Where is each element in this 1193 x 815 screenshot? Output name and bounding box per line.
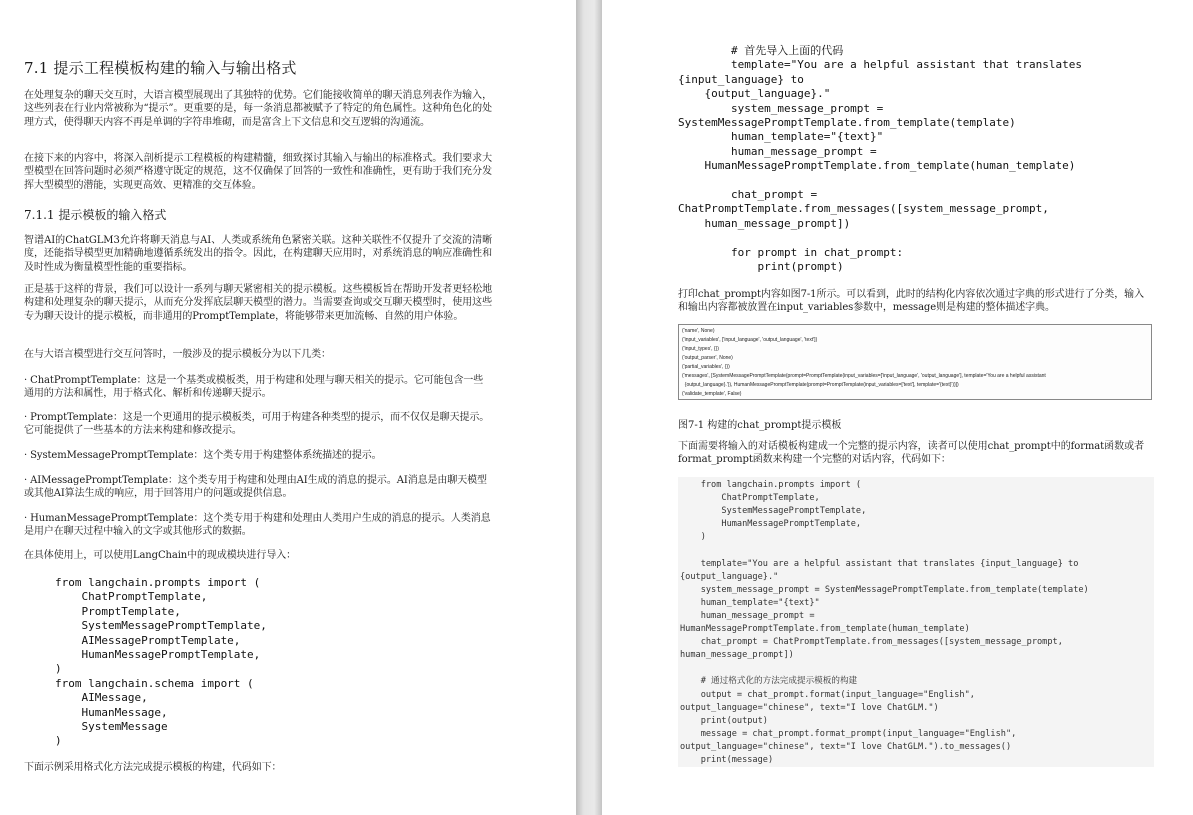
bullet-item: · PromptTemplate：这是一个更通用的提示模板类，可用于构建各种类型的提示，而不仅仅是聊天提示。它可能提供了一些基本的方法来构建和修改提示。 bbox=[24, 412, 490, 437]
paragraph: 下面需要将输入的对话模板构建成一个完整的提示内容，读者可以使用chat_prompt中的format函数或者format_prompt函数来构建一个完整的对话内容，代码如下： bbox=[678, 441, 1144, 466]
code-block: from langchain.prompts import ( ChatPromptTemplate, SystemMessagePromptTemplate, HumanMessagePromptTemplate, ) template="You are a helpful assistant that translates {input_language} to {output_language}." system_message_prompt = SystemMessagePromptTemplate.from_template(template) human_template="{text}" human_message_prompt = HumanMessagePromptTemplate.from_template(human_template) chat_prompt = ChatPromptTemplate.from_messages([system_message_prompt, human_message_prompt]) # 通过格式化的方法完成提示模板的构建 output = chat_prompt.format(input_language="English", output_language="chinese", text="I love ChatGLM.") print(output) message = chat_prompt.format_prompt(input_language="English", output_language="chinese", text="I love ChatGLM.").to_messages() print(message) bbox=[680, 480, 1089, 765]
paragraph: 在接下来的内容中，将深入剖析提示工程模板的构建精髓，细致探讨其输入与输出的标准格式。我们要求大型模型在回答问题时必须严格遵守既定的规范，这不仅确保了回答的一致性和准确性，更有助于我们充分发挥大型模型的潜能，实现更高效、更精准的交互体验。 bbox=[24, 153, 492, 191]
page-gutter bbox=[576, 0, 602, 815]
bullet-item: · AIMessagePromptTemplate：这个类专用于构建和处理由AI生成的消息的提示。AI消息是由聊天模型或其他AI算法生成的响应，用于回答用户的问题或提供信息。 bbox=[24, 475, 487, 500]
section-title: 7.1 提示工程模板构建的输入与输出格式 bbox=[24, 59, 297, 77]
bullet-item: · ChatPromptTemplate：这是一个基类或模板类，用于构建和处理与聊天相关的提示。它可能包含一些通用的方法和属性，用于格式化、解析和传递聊天提示。 bbox=[24, 375, 484, 400]
paragraph: 智谱AI的ChatGLM3允许将聊天消息与AI、人类或系统角色紧密关联。这种关联性不仅提升了交流的清晰度，还能指导模型更加精确地遵循系统发出的指令。因此，在构建聊天应用时，对系统消息的响应准确性和及时性成为衡量模型性能的重要指标。 bbox=[24, 235, 492, 273]
code-block: # 首先导入上面的代码 template="You are a helpful assistant that translates {input_language} to {output_language}." system_message_prompt = SystemMessagePromptTemplate.from_template(template) human_template="{text}" human_message_prompt = HumanMessagePromptTemplate.from_template(human_template) chat_prompt = ChatPromptTemplate.from_messages([system_message_prompt, human_message_prompt]) for prompt in chat_prompt: print(prompt) bbox=[678, 44, 1082, 274]
bullet-item: · HumanMessagePromptTemplate：这个类专用于构建和处理由人类用户生成的消息的提示。人类消息是用户在聊天过程中输入的文字或其他形式的数据。 bbox=[24, 513, 491, 538]
paragraph: 下面示例采用格式化方法完成提示模板的构建，代码如下： bbox=[24, 762, 282, 773]
code-block: from langchain.prompts import ( ChatPromptTemplate, PromptTemplate, SystemMessagePromptTemplate, AIMessagePromptTemplate, HumanMessagePromptTemplate, ) from langchain.schema import ( AIMessage, HumanMessage, SystemMessage ) bbox=[55, 576, 267, 748]
left-page bbox=[0, 0, 576, 815]
figure-output-text: ('name', None) ('input_variables', ['input_language', 'output_language', 'text']) ('input_types', {}) ('output_parser', None) ('partial_variables', {}) ('messages', [SystemMessagePromptTemplate(prompt=PromptTemplate(input_variables=['input_language', 'output_language'], template='You are a helpful assistant {output_language}.')), HumanMessagePromptTemplate(prompt=PromptTemplate(input_variables=['text'], template='{text}'))]) ('validate_template', False) bbox=[682, 328, 1046, 397]
subsection-title: 7.1.1 提示模板的输入格式 bbox=[24, 208, 167, 222]
paragraph: 在处理复杂的聊天交互时，大语言模型展现出了其独特的优势。它们能接收简单的聊天消息列表作为输入，这些列表在行业内常被称为“提示”。更重要的是，每一条消息都被赋予了特定的角色属性。这种角色化的处理方式，使得聊天内容不再是单调的字符串堆砌，而是富含上下文信息和交互逻辑的沟通流。 bbox=[24, 90, 492, 128]
paragraph: 在与大语言模型进行交互问答时，一般涉及的提示模板分为以下几类： bbox=[24, 349, 331, 360]
paragraph: 打印chat_prompt内容如图7-1所示。可以看到，此时的结构化内容依次通过字典的形式进行了分类，输入和输出内容都被放置在input_variables参数中，message则是构建的整体描述字典。 bbox=[678, 289, 1144, 314]
paragraph: 在具体使用上，可以使用LangChain中的现成模块进行导入： bbox=[24, 550, 297, 561]
figure-caption: 图7-1 构建的chat_prompt提示模板 bbox=[678, 420, 842, 431]
figure-7-1 bbox=[678, 324, 1152, 400]
bullet-item: · SystemMessagePromptTemplate：这个类专用于构建整体系统描述的提示。 bbox=[24, 450, 382, 461]
paragraph: 正是基于这样的背景，我们可以设计一系列与聊天紧密相关的提示模板。这些模板旨在帮助开发者更轻松地构建和处理复杂的聊天提示，从而充分发挥底层聊天模型的潜力。当需要查询或交互聊天模型时，使用这些专为聊天设计的提示模板，而非通用的PromptTemplate，将能够带来更加流畅、自然的用户体验。 bbox=[24, 284, 492, 322]
